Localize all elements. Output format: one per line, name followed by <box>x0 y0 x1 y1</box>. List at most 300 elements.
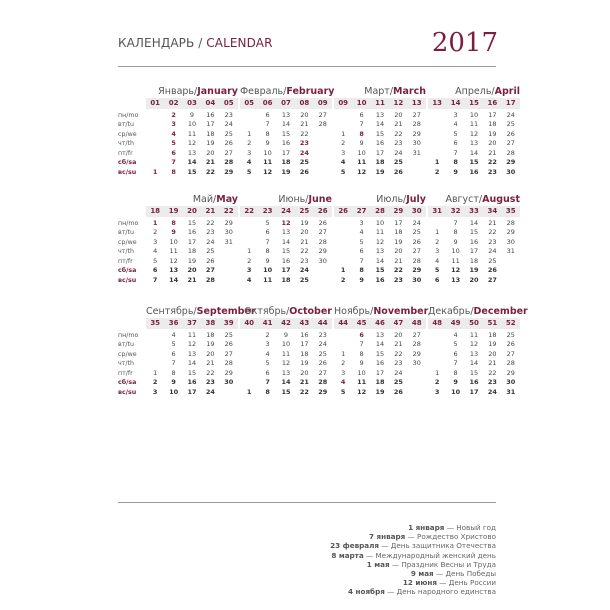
week-number: 51 <box>483 318 501 329</box>
day-cell: 16 <box>187 378 197 387</box>
week-number: 16 <box>483 98 501 109</box>
day-cell: 5 <box>359 237 364 246</box>
day-cell: 17 <box>187 237 197 246</box>
day-cell: 27 <box>318 368 327 377</box>
day-cell: 8 <box>171 368 176 377</box>
holiday-item <box>330 560 496 569</box>
day-cell: 13 <box>281 110 291 119</box>
day-cell: 3 <box>171 120 176 129</box>
day-cell: 16 <box>206 110 215 119</box>
week-number: 05 <box>220 98 238 109</box>
weekday-label: пт/fr <box>118 257 133 265</box>
month-name-ru: Ноябрь/ <box>334 306 374 317</box>
day-cell: 26 <box>506 129 515 138</box>
day-cell: 17 <box>206 120 215 129</box>
day-cell <box>428 340 446 350</box>
day-cell: 5 <box>171 139 176 148</box>
day-cell: 23 <box>299 139 309 148</box>
day-cell: 23 <box>206 228 215 237</box>
week-number: 35 <box>502 206 520 217</box>
day-cell: 10 <box>187 120 197 129</box>
day-cell: 10 <box>281 340 291 349</box>
day-cell <box>334 120 352 130</box>
day-cell: 12 <box>263 168 273 177</box>
weekday-label: чт/th <box>118 360 134 368</box>
day-cell: 8 <box>453 228 458 237</box>
day-cell: 23 <box>300 256 309 265</box>
week-number: 23 <box>258 206 276 217</box>
day-cell <box>314 130 332 140</box>
day-cell: 5 <box>153 256 158 265</box>
month-name <box>240 306 332 318</box>
week-number: 28 <box>371 206 389 217</box>
week-number: 06 <box>258 98 276 109</box>
day-cell: 14 <box>187 359 197 368</box>
day-cell: 10 <box>375 218 385 227</box>
day-cell: 1 <box>246 388 252 397</box>
day-cell: 25 <box>224 330 233 339</box>
day-cell: 29 <box>318 388 328 397</box>
day-cell: 12 <box>169 256 178 265</box>
month-grid <box>240 318 332 398</box>
day-cell: 30 <box>224 378 234 387</box>
day-cell: 17 <box>375 368 385 377</box>
day-cell: 25 <box>506 120 515 129</box>
day-cell: 12 <box>375 237 385 246</box>
day-cell: 5 <box>453 129 458 138</box>
day-cell: 31 <box>506 247 515 256</box>
day-cell <box>314 149 332 159</box>
day-cell: 28 <box>412 120 421 129</box>
month-name <box>334 194 426 206</box>
day-cell: 23 <box>224 110 233 119</box>
month-name <box>428 194 520 206</box>
day-cell: 13 <box>469 139 479 148</box>
day-cell: 14 <box>281 120 291 129</box>
day-cell: 13 <box>375 330 385 339</box>
holiday-name: Рождество Христово <box>417 532 496 542</box>
day-cell: 13 <box>375 247 385 256</box>
day-cell: 5 <box>453 340 458 349</box>
day-cell: 18 <box>375 378 385 387</box>
month-name-ru: Октябрь/ <box>244 306 290 317</box>
day-cell: 3 <box>453 110 458 119</box>
day-cell: 15 <box>469 228 479 237</box>
day-cell <box>334 247 352 257</box>
day-cell: 22 <box>488 368 497 377</box>
day-cell: 7 <box>453 359 458 368</box>
day-cell: 14 <box>187 158 197 167</box>
day-cell: 19 <box>300 218 309 227</box>
week-number: 44 <box>334 318 352 329</box>
day-cell: 29 <box>412 129 421 138</box>
month-name-en: March <box>393 86 426 97</box>
day-cell: 3 <box>265 340 270 349</box>
day-cell: 20 <box>488 349 497 358</box>
month-name-en: November <box>373 306 429 317</box>
day-cell: 15 <box>187 368 197 377</box>
day-cell: 16 <box>300 330 309 339</box>
day-cell: 8 <box>359 129 364 138</box>
day-cell: 19 <box>469 266 479 275</box>
day-cell <box>314 168 332 178</box>
day-cell <box>240 331 258 341</box>
day-cell: 2 <box>171 110 176 119</box>
day-cell: 25 <box>299 158 309 167</box>
month-grid <box>146 98 238 178</box>
day-cell: 5 <box>171 340 176 349</box>
day-cell: 24 <box>412 218 421 227</box>
day-cell: 8 <box>265 388 270 397</box>
day-cell: 4 <box>435 256 440 265</box>
month-name-ru: Сентябрь/ <box>146 306 197 317</box>
day-cell <box>240 228 258 238</box>
day-cell: 7 <box>453 148 458 157</box>
day-cell: 27 <box>506 349 515 358</box>
holiday-name: Новый год <box>456 523 496 532</box>
day-cell <box>314 139 332 149</box>
day-cell: 2 <box>434 168 440 177</box>
weekday-label: пн/mo <box>118 331 139 339</box>
day-cell: 4 <box>265 349 270 358</box>
day-cell: 18 <box>300 349 309 358</box>
day-cell: 27 <box>412 330 421 339</box>
day-cell <box>240 340 258 350</box>
day-cell: 7 <box>171 158 176 167</box>
week-number: 48 <box>408 318 426 329</box>
day-cell <box>314 158 332 168</box>
day-cell: 21 <box>300 237 309 246</box>
day-cell: 16 <box>375 139 385 148</box>
day-cell: 10 <box>357 148 366 157</box>
day-cell: 22 <box>394 129 403 138</box>
day-cell: 5 <box>340 168 346 177</box>
day-cell: 19 <box>375 388 385 397</box>
day-cell <box>502 266 520 276</box>
week-number: 22 <box>220 206 238 217</box>
day-cell <box>334 219 352 229</box>
day-cell: 12 <box>469 129 479 138</box>
day-cell: 14 <box>469 359 479 368</box>
day-cell: 30 <box>412 139 421 148</box>
day-cell: 21 <box>299 378 309 387</box>
weekday-label: сб/sa <box>118 159 137 167</box>
week-number: 14 <box>446 98 464 109</box>
holiday-date: 23 февраля <box>330 541 379 551</box>
day-cell: 17 <box>469 247 479 256</box>
month-name-ru: Апрель/ <box>455 86 495 97</box>
day-cell: 18 <box>488 120 497 129</box>
day-cell <box>334 238 352 248</box>
day-cell: 3 <box>341 148 346 157</box>
day-cell: 18 <box>281 158 291 167</box>
week-number: 46 <box>371 318 389 329</box>
holiday-name: День России <box>448 578 496 588</box>
day-cell: 17 <box>281 266 291 275</box>
holiday-date: 1 мая <box>366 559 390 569</box>
week-number: 50 <box>465 318 483 329</box>
holiday-item <box>330 551 496 560</box>
week-number: 19 <box>164 206 182 217</box>
day-cell: 26 <box>318 359 327 368</box>
day-cell: 24 <box>488 247 497 256</box>
day-cell <box>220 276 238 286</box>
day-cell: 9 <box>171 228 176 237</box>
day-cell <box>146 340 164 350</box>
day-cell: 2 <box>265 330 270 339</box>
day-cell: 1 <box>247 247 252 256</box>
day-cell: 27 <box>318 228 327 237</box>
day-cell: 13 <box>451 276 461 285</box>
day-cell: 2 <box>435 237 440 246</box>
day-cell: 28 <box>412 340 421 349</box>
day-cell: 17 <box>187 388 197 397</box>
day-cell: 14 <box>281 237 291 246</box>
day-cell: 26 <box>318 218 327 227</box>
day-cell: 22 <box>300 247 309 256</box>
holiday-item <box>330 569 496 578</box>
day-cell: 3 <box>152 388 158 397</box>
day-cell: 15 <box>187 168 197 177</box>
week-number: 44 <box>314 318 332 329</box>
day-cell: 6 <box>434 276 440 285</box>
top-divider <box>118 66 496 67</box>
month-name <box>146 306 256 318</box>
day-cell: 5 <box>265 218 270 227</box>
weekday-label: вт/tu <box>118 341 134 349</box>
month-grid <box>428 318 520 398</box>
day-cell <box>408 378 426 388</box>
day-cell: 1 <box>435 368 440 377</box>
month-block <box>240 194 332 286</box>
title-en: CALENDAR <box>206 36 273 50</box>
day-cell: 16 <box>375 359 385 368</box>
week-number: 32 <box>446 206 464 217</box>
day-cell <box>240 120 258 130</box>
week-number: 35 <box>146 318 164 329</box>
day-cell: 21 <box>205 158 215 167</box>
day-cell: 26 <box>206 256 215 265</box>
day-cell: 13 <box>187 349 197 358</box>
day-cell <box>146 130 164 140</box>
day-cell: 1 <box>341 129 346 138</box>
month-block <box>428 86 520 178</box>
week-number: 39 <box>220 318 238 329</box>
day-cell: 20 <box>488 139 497 148</box>
day-cell: 16 <box>281 139 291 148</box>
day-cell: 17 <box>281 148 291 157</box>
day-cell: 25 <box>318 349 327 358</box>
day-cell: 29 <box>412 266 422 275</box>
month-name <box>240 194 332 206</box>
day-cell: 12 <box>357 388 367 397</box>
month-block <box>146 86 238 178</box>
month-name <box>334 306 429 318</box>
day-cell: 21 <box>488 359 497 368</box>
day-cell: 18 <box>206 330 215 339</box>
week-number: 49 <box>446 318 464 329</box>
day-cell: 19 <box>488 340 497 349</box>
day-cell <box>240 350 258 360</box>
day-cell <box>334 111 352 121</box>
day-cell: 20 <box>394 110 403 119</box>
day-cell: 13 <box>281 368 291 377</box>
holiday-name: День Победы <box>445 569 496 579</box>
day-cell: 28 <box>506 148 515 157</box>
day-cell: 1 <box>340 266 346 275</box>
day-cell: 26 <box>224 340 233 349</box>
day-cell: 25 <box>506 330 515 339</box>
week-number: 18 <box>146 206 164 217</box>
day-cell: 21 <box>488 148 497 157</box>
weekday-labels <box>118 219 146 286</box>
holiday-item <box>330 532 496 541</box>
day-cell <box>334 228 352 238</box>
week-number: 52 <box>502 318 520 329</box>
day-cell <box>146 331 164 341</box>
day-cell: 26 <box>224 139 233 148</box>
month-block <box>428 194 520 286</box>
day-cell: 4 <box>453 330 458 339</box>
week-number: 09 <box>334 98 352 109</box>
day-cell: 20 <box>187 266 197 275</box>
day-cell: 6 <box>265 228 270 237</box>
month-name-en: February <box>286 86 335 97</box>
day-cell <box>408 168 426 178</box>
day-cell: 22 <box>393 266 403 275</box>
day-cell: 20 <box>300 228 309 237</box>
day-cell: 19 <box>300 359 309 368</box>
day-cell: 31 <box>412 148 421 157</box>
day-cell: 9 <box>283 330 289 339</box>
day-cell: 8 <box>453 368 458 377</box>
month-name-ru: Июнь/ <box>278 194 309 205</box>
day-cell: 23 <box>393 276 403 285</box>
day-cell: 21 <box>300 120 309 129</box>
day-cell: 16 <box>187 228 197 237</box>
day-cell: 24 <box>506 110 515 119</box>
day-cell: 17 <box>488 110 497 119</box>
day-cell: 7 <box>359 256 364 265</box>
day-cell: 30 <box>412 359 421 368</box>
day-cell: 14 <box>281 378 291 387</box>
day-cell: 25 <box>393 158 403 167</box>
week-number: 05 <box>240 98 258 109</box>
day-cell: 19 <box>375 168 385 177</box>
holiday-date: 12 июня <box>402 578 437 588</box>
holiday-sep: — <box>436 578 449 588</box>
holiday-sep: — <box>389 559 402 569</box>
day-cell: 24 <box>318 340 327 349</box>
day-cell <box>314 266 332 276</box>
weekday-label: пт/fr <box>118 149 133 157</box>
week-number: 48 <box>428 318 446 329</box>
holiday-sep: — <box>379 541 391 551</box>
day-cell: 20 <box>300 368 309 377</box>
month-grid <box>240 206 332 286</box>
holiday-date: 9 мая <box>410 569 434 579</box>
weekday-label: ср/we <box>118 350 137 358</box>
day-cell: 10 <box>469 110 479 119</box>
day-cell <box>146 149 164 159</box>
day-cell: 12 <box>469 340 479 349</box>
day-cell <box>428 331 446 341</box>
day-cell: 29 <box>506 368 515 377</box>
day-cell: 8 <box>453 158 458 167</box>
day-cell: 30 <box>506 378 516 387</box>
holiday-date: 8 марта <box>331 550 364 560</box>
day-cell: 22 <box>394 349 403 358</box>
day-cell: 15 <box>281 129 291 138</box>
day-cell: 20 <box>206 349 215 358</box>
day-cell: 17 <box>394 218 403 227</box>
week-number: 42 <box>277 318 295 329</box>
day-cell <box>502 257 520 267</box>
week-number: 29 <box>389 206 407 217</box>
day-cell: 4 <box>171 129 176 138</box>
day-cell <box>146 139 164 149</box>
day-cell: 1 <box>153 368 158 377</box>
day-cell: 19 <box>206 340 215 349</box>
day-cell <box>502 276 520 286</box>
day-cell: 1 <box>247 129 252 138</box>
day-cell <box>220 247 238 257</box>
month-name <box>146 194 238 206</box>
day-cell: 28 <box>506 218 515 227</box>
day-cell: 28 <box>506 359 515 368</box>
day-cell: 19 <box>394 237 403 246</box>
day-cell: 4 <box>340 378 346 387</box>
day-cell: 6 <box>453 139 458 148</box>
day-cell: 12 <box>281 218 291 227</box>
weekday-label: пн/mo <box>118 111 139 119</box>
day-cell: 16 <box>375 276 385 285</box>
day-cell: 12 <box>187 340 197 349</box>
day-cell: 26 <box>393 168 403 177</box>
day-cell <box>146 350 164 360</box>
day-cell: 4 <box>153 247 158 256</box>
day-cell: 27 <box>318 110 327 119</box>
day-cell: 5 <box>434 266 440 275</box>
day-cell: 10 <box>169 388 179 397</box>
day-cell: 6 <box>265 368 270 377</box>
day-cell <box>240 378 258 388</box>
day-cell: 4 <box>453 120 458 129</box>
day-cell: 28 <box>205 276 215 285</box>
day-cell: 16 <box>469 378 479 387</box>
day-cell: 25 <box>224 129 233 138</box>
day-cell: 27 <box>506 139 515 148</box>
day-cell: 3 <box>435 247 440 256</box>
week-number: 45 <box>352 318 370 329</box>
day-cell: 19 <box>281 168 291 177</box>
day-cell: 25 <box>393 378 403 387</box>
day-cell: 27 <box>205 266 215 275</box>
day-cell: 11 <box>357 158 367 167</box>
week-number: 26 <box>334 206 352 217</box>
day-cell: 7 <box>265 120 270 129</box>
month-grid <box>334 318 426 398</box>
holiday-sep: — <box>405 532 418 542</box>
week-number: 27 <box>352 206 370 217</box>
month-name-en: April <box>494 86 520 97</box>
day-cell <box>220 266 238 276</box>
holiday-item <box>330 541 496 550</box>
day-cell: 13 <box>169 266 179 275</box>
day-cell: 29 <box>318 247 327 256</box>
weekday-labels <box>118 331 146 398</box>
week-number: 04 <box>201 98 219 109</box>
